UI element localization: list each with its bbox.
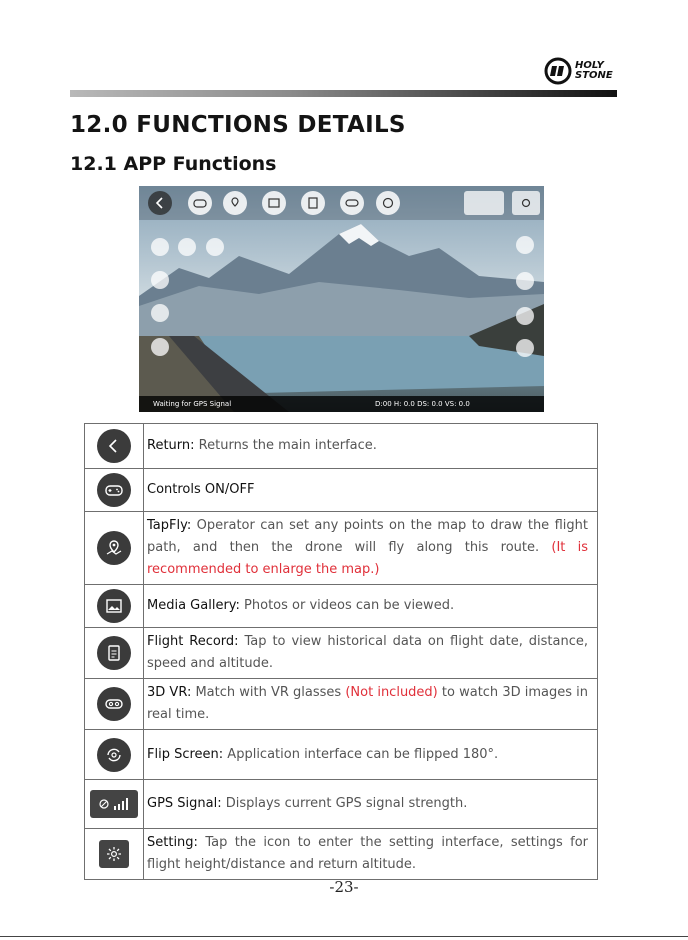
status-left-text: Waiting for GPS Signal — [153, 400, 232, 408]
functions-table — [84, 423, 598, 880]
holy-stone-logo-icon — [544, 57, 572, 85]
app-gps-indicator — [464, 191, 504, 215]
app-tapfly-button — [223, 191, 247, 215]
gamepad-icon — [97, 473, 131, 507]
function-description — [144, 628, 598, 679]
function-term: Flight Record: — [147, 634, 239, 649]
header-bar — [70, 90, 617, 97]
back-arrow-icon — [97, 429, 131, 463]
function-description — [144, 512, 598, 585]
holy-stone-logo — [544, 56, 620, 86]
app-vr-button — [340, 191, 364, 215]
function-description — [144, 585, 598, 628]
app-camera-button — [516, 272, 534, 290]
subsection-title: 12.1 APP Functions — [70, 153, 277, 175]
gamepad-icon — [193, 196, 207, 210]
map-pin-icon — [97, 531, 131, 565]
table-row — [85, 829, 598, 880]
function-term: GPS Signal: — [147, 796, 222, 811]
brand-line-1: HOLY — [575, 60, 604, 71]
image-icon — [97, 589, 131, 623]
gps-signal-icon — [90, 790, 138, 818]
status-right-text: D:00 H: 0.0 DS: 0.0 VS: 0.0 — [375, 400, 470, 408]
map-pin-icon — [228, 196, 242, 210]
function-term: Media Gallery: — [147, 598, 240, 613]
function-desc: Tap to view historical data on flight date, distance, speed and altitude. — [147, 634, 588, 671]
vr-glasses-icon — [345, 196, 359, 210]
app-status-bar — [139, 396, 544, 412]
app-settings-button — [512, 191, 540, 215]
app-back-button — [148, 191, 172, 215]
vr-glasses-icon — [97, 687, 131, 721]
settings-gear-icon — [99, 840, 129, 868]
app-gallery-button — [262, 191, 286, 215]
function-note: (Not included) — [345, 685, 438, 700]
function-desc: Match with VR glasses — [191, 685, 346, 700]
table-row — [85, 424, 598, 469]
app-flip-button — [376, 191, 400, 215]
app-right-button-1 — [516, 236, 534, 254]
function-desc: Displays current GPS signal strength. — [221, 796, 468, 811]
table-row — [85, 679, 598, 730]
function-term: Controls ON/OFF — [147, 482, 255, 497]
function-note: (It is recommended to enlarge the map.) — [147, 540, 588, 577]
function-desc: Returns the main interface. — [194, 438, 377, 453]
app-mode-button-3 — [206, 238, 224, 256]
function-term: TapFly: — [147, 518, 192, 533]
app-left-button-1 — [151, 271, 169, 289]
function-description — [144, 730, 598, 780]
app-left-button-2 — [151, 304, 169, 322]
table-row — [85, 585, 598, 628]
function-term: Return: — [147, 438, 195, 453]
function-description — [144, 469, 598, 512]
function-term: Flip Screen: — [147, 746, 224, 762]
table-row — [85, 512, 598, 585]
section-title: 12.0 FUNCTIONS DETAILS — [70, 112, 406, 138]
app-mode-button-2 — [178, 238, 196, 256]
function-desc: Application interface can be flipped 180°. — [223, 746, 499, 762]
back-arrow-icon — [153, 196, 167, 210]
app-left-button-3 — [151, 338, 169, 356]
bottom-rule — [0, 936, 688, 937]
page-number: -23- — [329, 878, 359, 896]
function-desc: Operator can set any points on the map to draw the flight path, and then the drone will fly along this route. — [147, 518, 588, 555]
app-record-button — [301, 191, 325, 215]
function-description — [144, 679, 598, 730]
flip-icon — [381, 196, 395, 210]
app-mic-button — [516, 339, 534, 357]
table-row — [85, 780, 598, 829]
brand-line-2: STONE — [575, 70, 613, 81]
function-desc: Photos or videos can be viewed. — [239, 598, 455, 613]
function-description — [144, 424, 598, 469]
app-mode-button-1 — [151, 238, 169, 256]
function-description — [144, 780, 598, 829]
function-description — [144, 829, 598, 880]
app-screenshot — [139, 186, 544, 412]
function-term: Setting: — [147, 835, 198, 850]
function-desc: Tap the icon to enter the setting interface, settings for flight height/distance and return altitude. — [147, 835, 588, 872]
function-term: 3D VR: — [147, 685, 192, 700]
table-row — [85, 628, 598, 679]
settings-gear-icon — [519, 196, 533, 210]
clipboard-icon — [97, 636, 131, 670]
function-desc-after: to watch 3D images in real time. — [147, 685, 588, 722]
table-row — [85, 469, 598, 512]
clipboard-icon — [306, 196, 320, 210]
logo-text — [575, 61, 613, 81]
image-icon — [267, 196, 281, 210]
app-controls-button — [188, 191, 212, 215]
app-video-button — [516, 307, 534, 325]
table-row — [85, 730, 598, 780]
flip-icon — [97, 738, 131, 772]
